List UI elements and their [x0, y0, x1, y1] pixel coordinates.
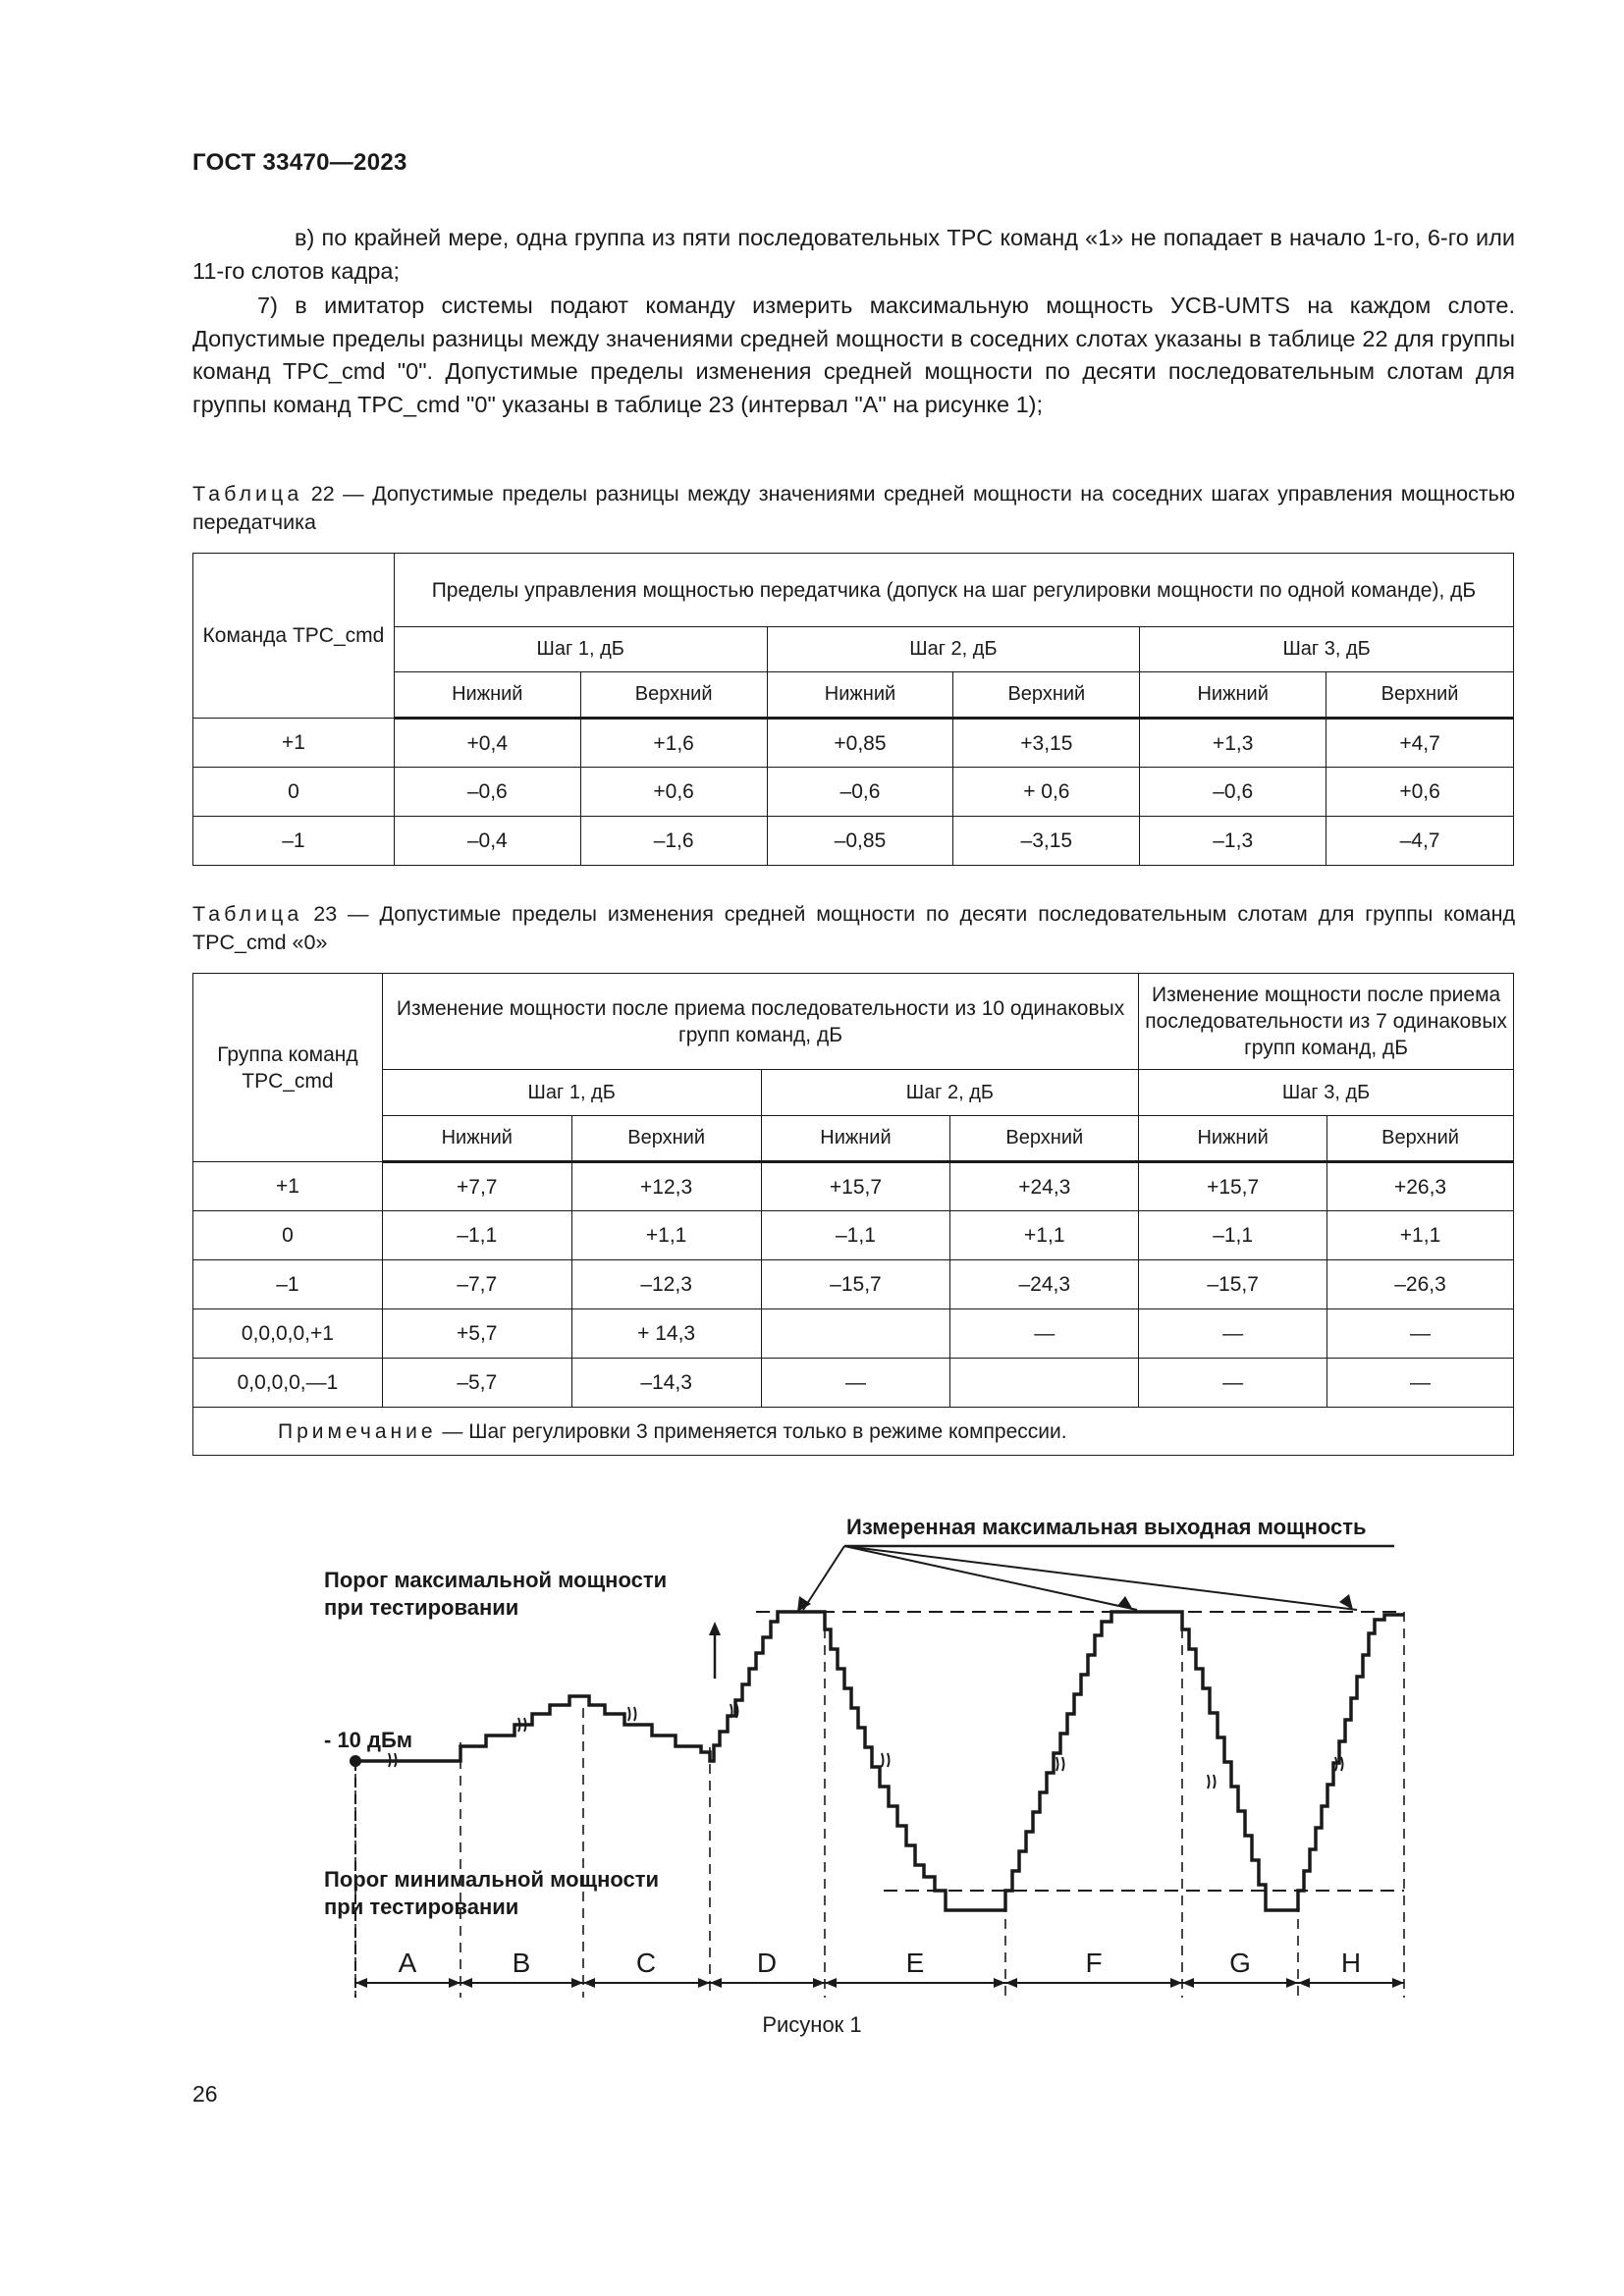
table22-lower-header: Нижний [394, 672, 580, 719]
min-threshold-label-line1: Порог минимальной мощности [324, 1867, 660, 1892]
table22-command-header: Команда TPC_cmd [193, 554, 395, 719]
table-row: 0 –1,1 +1,1 –1,1 +1,1 –1,1 +1,1 [193, 1211, 1514, 1260]
table-row: –1 –0,4 –1,6 –0,85 –3,15 –1,3 –4,7 [193, 817, 1514, 866]
note-text: — Шаг регулировки 3 применяется только в режиме компрессии. [442, 1419, 1067, 1443]
paragraph-item-v: в) по крайней мере, одна группа из пяти последовательных TPC команд «1» не попадает в начало 1-го, 6-го или 11-го слотов кадра; [192, 225, 1515, 284]
document-code-header: ГОСТ 33470—2023 [192, 149, 407, 176]
table23-label: Таблица [192, 902, 303, 926]
page-number: 26 [192, 2081, 218, 2107]
table22-upper-header: Верхний [1326, 672, 1514, 719]
table23-caption: Таблица 23 — Допустимые пределы изменения средней мощности по десяти последовательным слотам для группы команд TPC_cmd «0» [192, 902, 1515, 954]
interval-label-h: H [1340, 1948, 1362, 1978]
table22-lower-header: Нижний [767, 672, 953, 719]
interval-label-f: F [1085, 1948, 1103, 1978]
table23-step3-header: Шаг 3, дБ [1139, 1070, 1514, 1116]
level-label: - 10 дБм [324, 1728, 413, 1752]
max-threshold-label-line2: при тестировании [324, 1595, 519, 1620]
interval-label-c: C [635, 1948, 657, 1978]
table22-lower-header: Нижний [1140, 672, 1326, 719]
interval-label-d: D [756, 1948, 778, 1978]
table23-step2-header: Шаг 2, дБ [761, 1070, 1139, 1116]
table23-step1-header: Шаг 1, дБ [382, 1070, 761, 1116]
paragraph-item-7: 7) в имитатор системы подают команду измерить максимальную мощность УСВ-UMTS на каждом слоте. Допустимые пределы разницы между значениями средней мощности в соседних слотах указаны в таблице 22 для группы команд TPC_cmd "0". Допустимые пределы изменения средней мощности по десяти последовательным слотам для группы команд TPC_cmd "0" указаны в таблице 23 (интервал "А" на рисунке 1); [192, 293, 1515, 417]
table23-lower-header: Нижний [382, 1116, 571, 1162]
interval-label-g: G [1229, 1948, 1251, 1978]
table22-step1-header: Шаг 1, дБ [394, 627, 767, 672]
table23-lower-header: Нижний [761, 1116, 950, 1162]
table-row: 0 –0,6 +0,6 –0,6 + 0,6 –0,6 +0,6 [193, 768, 1514, 817]
table22-caption: Таблица 22 — Допустимые пределы разницы между значениями средней мощности на соседних шагах управления мощностью передатчика [192, 482, 1515, 534]
table23-upper-header: Верхний [571, 1116, 761, 1162]
table23-group-header: Группа команд TPC_cmd [193, 974, 383, 1162]
table-row: +1 +7,7 +12,3 +15,7 +24,3 +15,7 +26,3 [193, 1162, 1514, 1211]
table-row: 0,0,0,0,—1 –5,7 –14,3 — — — [193, 1359, 1514, 1408]
table23-upper-header: Верхний [1327, 1116, 1514, 1162]
table23-change7-header: Изменение мощности после приема последовательности из 7 одинаковых групп команд, дБ [1139, 974, 1514, 1070]
table22-label: Таблица [192, 482, 303, 506]
table-row: –1 –7,7 –12,3 –15,7 –24,3 –15,7 –26,3 [193, 1260, 1514, 1309]
interval-label-e: E [905, 1948, 925, 1978]
max-threshold-label-line1: Порог максимальной мощности [324, 1568, 668, 1592]
table-row: +1 +0,4 +1,6 +0,85 +3,15 +1,3 +4,7 [193, 719, 1514, 768]
table23-change10-header: Изменение мощности после приема последовательности из 10 одинаковых групп команд, дБ [382, 974, 1138, 1070]
up-arrow-head [709, 1622, 721, 1635]
table22-step3-header: Шаг 3, дБ [1140, 627, 1514, 672]
power-waveform [355, 1612, 1404, 1910]
table22-upper-header: Верхний [953, 672, 1140, 719]
table23-lower-header: Нижний [1139, 1116, 1327, 1162]
table22-upper-header: Верхний [580, 672, 767, 719]
table-row: 0,0,0,0,+1 +5,7 + 14,3 — — — [193, 1309, 1514, 1359]
figure-caption: Рисунок 1 [762, 2012, 862, 2037]
min-threshold-label-line2: при тестировании [324, 1895, 519, 1919]
interval-boundaries [355, 1612, 1404, 1998]
table23-upper-header: Верхний [950, 1116, 1139, 1162]
table22-step2-header: Шаг 2, дБ [767, 627, 1140, 672]
note-label: Примечание [278, 1419, 437, 1443]
interval-label-b: B [512, 1948, 531, 1978]
interval-label-a: A [398, 1948, 417, 1978]
measured-max-power-label: Измеренная максимальная выходная мощность [846, 1515, 1367, 1539]
table22-limits-header: Пределы управления мощностью передатчика (допуск на шаг регулировки мощности по одной команде), дБ [394, 554, 1513, 627]
